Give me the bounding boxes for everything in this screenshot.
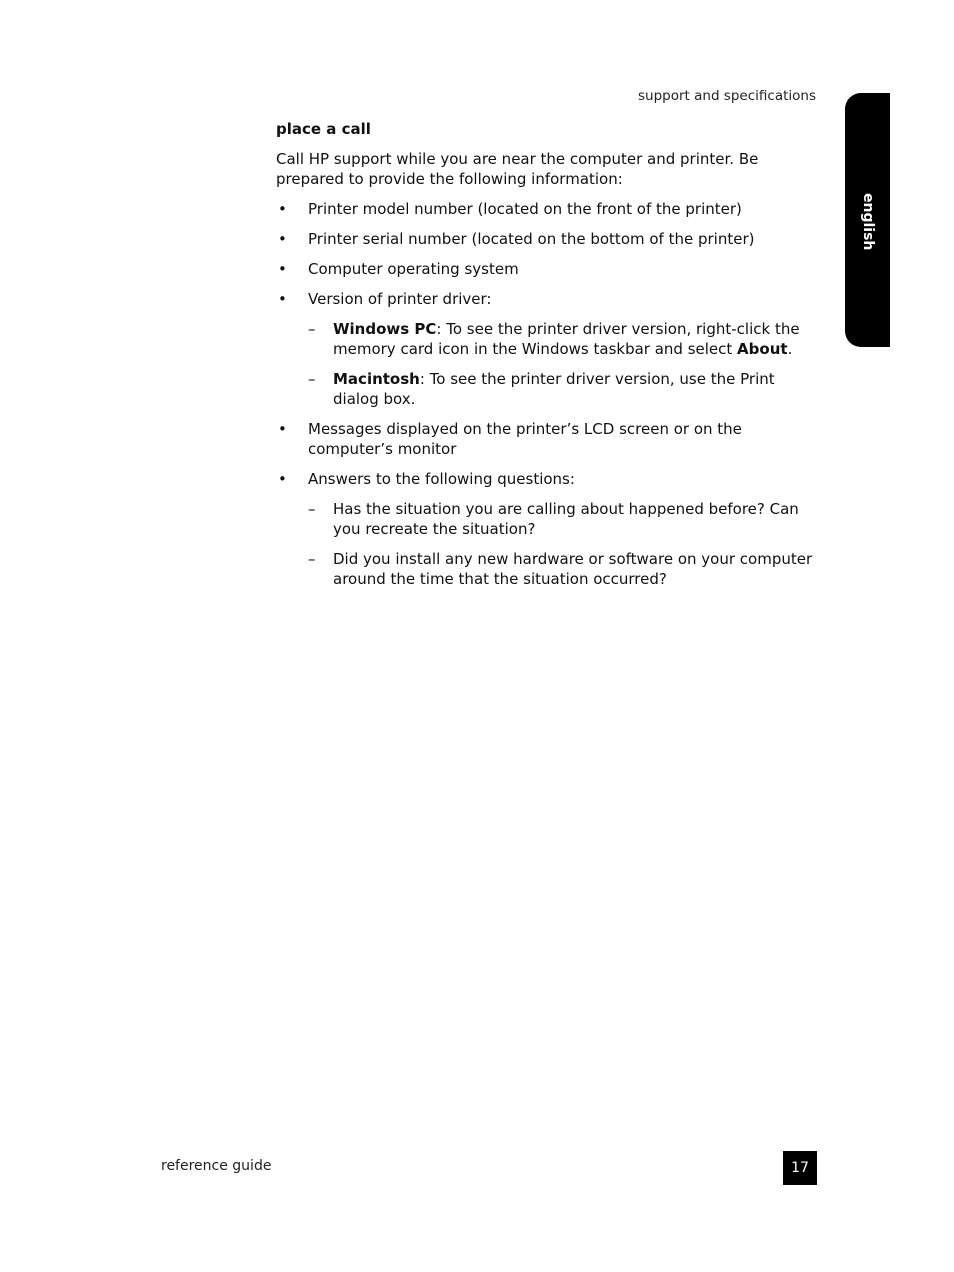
dash-icon: – (308, 370, 316, 388)
questions-sublist (308, 499, 816, 589)
list-item-text: Computer operating system (308, 260, 519, 278)
question-item (308, 499, 816, 539)
question-text: Did you install any new hardware or software on your computer around the time that the situation occurred? (333, 550, 813, 588)
list-item (276, 419, 816, 459)
dash-icon: – (308, 550, 316, 568)
list-item-text: Printer model number (located on the front of the printer) (308, 200, 742, 218)
windows-label: Windows PC (333, 320, 437, 338)
about-label: About (737, 340, 788, 358)
dash-icon: – (308, 320, 316, 338)
list-item (276, 259, 816, 279)
question-text: Has the situation you are calling about happened before? Can you recreate the situation? (333, 500, 799, 538)
language-tab (845, 93, 890, 347)
running-header: support and specifications (638, 88, 816, 104)
bullet-icon: • (278, 420, 287, 438)
list-item-text: Answers to the following questions: (308, 470, 575, 488)
list-item-text: Version of printer driver: (308, 290, 492, 308)
list-item (276, 229, 816, 249)
bullet-icon: • (278, 230, 287, 248)
macintosh-text: : To see the printer driver version, use the Print dialog box. (333, 370, 775, 408)
list-item-text: Printer serial number (located on the bottom of the printer) (308, 230, 755, 248)
intro-paragraph: Call HP support while you are near the computer and printer. Be prepared to provide the following information: (276, 150, 759, 188)
footer-guide-title: reference guide (161, 1158, 272, 1174)
language-tab-label: english (860, 193, 876, 251)
list-item (276, 199, 816, 219)
bullet-icon: • (278, 470, 287, 488)
list-item (276, 289, 816, 409)
page-number: 17 (783, 1151, 817, 1185)
sublist-item-windows (308, 319, 816, 359)
macintosh-label: Macintosh (333, 370, 420, 388)
bullet-icon: • (278, 290, 287, 308)
dash-icon: – (308, 500, 316, 518)
question-item (308, 549, 816, 589)
windows-text: : To see the printer driver version, right-click the memory card icon in the Windows taskbar and select (333, 320, 800, 358)
windows-text-end: . (787, 340, 793, 358)
bullet-icon: • (278, 260, 287, 278)
list-item (276, 469, 816, 589)
bullet-icon: • (278, 200, 287, 218)
info-list (276, 199, 816, 589)
driver-sublist (308, 319, 816, 409)
main-content (276, 119, 816, 599)
list-item-text: Messages displayed on the printer’s LCD screen or on the computer’s monitor (308, 420, 742, 458)
section-heading: place a call (276, 120, 371, 138)
sublist-item-macintosh (308, 369, 816, 409)
